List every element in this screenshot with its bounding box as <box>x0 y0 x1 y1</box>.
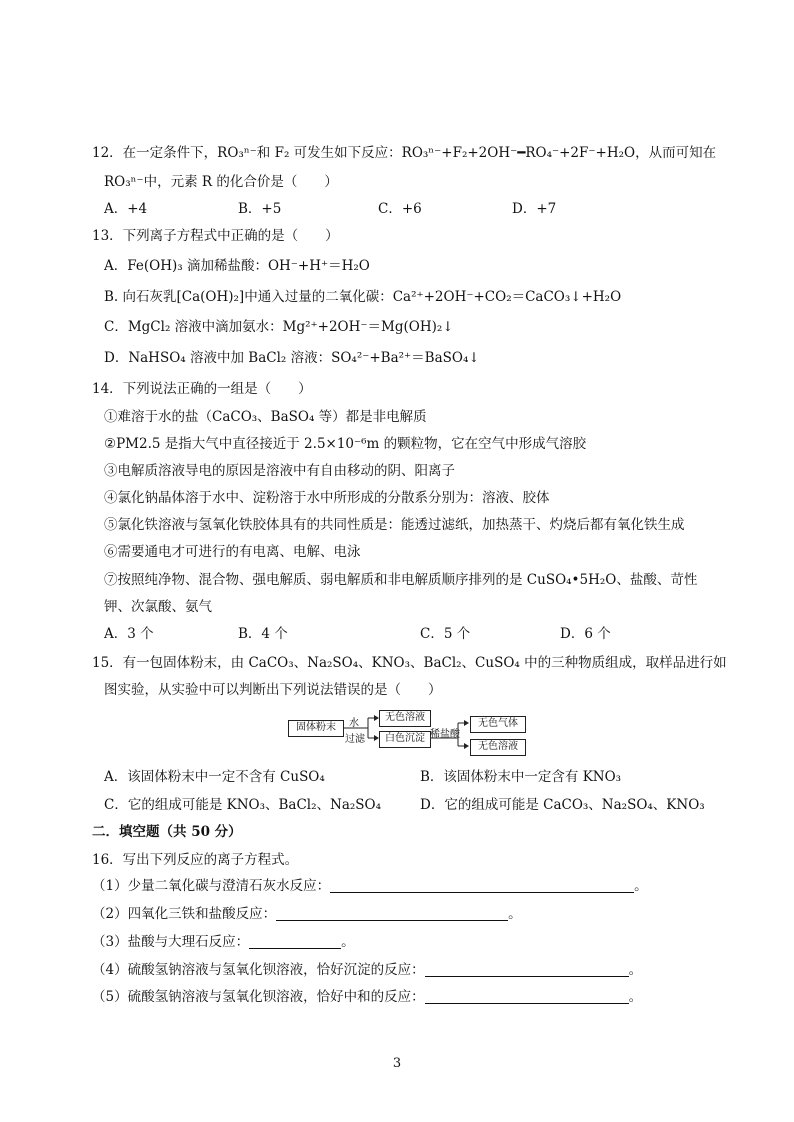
q12-option-c: C．+6 <box>378 201 422 217</box>
q16-item-1-label: （1）少量二氧化碳与澄清石灰水反应： <box>92 878 331 894</box>
q13-option-c: C．MgCl₂ 溶液中滴加氨水：Mg²⁺+2OH⁻＝Mg(OH)₂↓ <box>104 319 454 335</box>
q14-item-2: ②PM2.5 是指大气中直径接近于 2.5×10⁻⁶m 的颗粒物，它在空气中形成气溶胶 <box>104 436 587 452</box>
q16-item-2-label: （2）四氧化三铁和盐酸反应： <box>92 906 277 922</box>
q14-item-4: ④氯化钠晶体溶于水中、淀粉溶于水中所形成的分散系分别为：溶液、胶体 <box>104 490 550 506</box>
answer-blank-5[interactable] <box>425 989 629 1004</box>
label-dilute-hcl: 稀盐酸 <box>430 729 460 740</box>
experiment-flow-diagram <box>288 708 528 758</box>
q14-item-5: ⑤氯化铁溶液与氢氧化铁胶体具有的共同性质是：能透过滤纸，加热蒸干、灼烧后都有氧化铁生成 <box>104 517 685 533</box>
q16-item-5 <box>92 988 642 1006</box>
q16-item-3-end: 。 <box>341 934 355 950</box>
box-solid-powder: 固体粉末 <box>288 720 344 737</box>
q12-option-d: D．+7 <box>512 201 557 217</box>
q14-stem: 14．下列说法正确的一组是（ ） <box>92 381 312 397</box>
q14-item-3: ③电解质溶液导电的原因是溶液中有自由移动的阴、阳离子 <box>104 463 455 479</box>
q16-item-1-end: 。 <box>634 878 648 894</box>
q15-option-d: D．它的组成可能是 CaCO₃、Na₂SO₄、KNO₃ <box>420 797 705 813</box>
q16-item-4-label: （4）硫酸氢钠溶液与氢氧化钡溶液，恰好沉淀的反应： <box>92 962 425 978</box>
q16-stem: 16．写出下列反应的离子方程式。 <box>92 852 299 868</box>
box-colorless-gas: 无色气体 <box>470 716 526 733</box>
answer-blank-1[interactable] <box>330 878 634 893</box>
q16-item-5-label: （5）硫酸氢钠溶液与氢氧化钡溶液，恰好中和的反应： <box>92 989 425 1005</box>
q16-item-2 <box>92 905 522 923</box>
q13-option-d: D．NaHSO₄ 溶液中加 BaCl₂ 溶液：SO₄²⁻+Ba²⁺＝BaSO₄↓ <box>104 350 480 366</box>
q14-option-c: C．5 个 <box>420 626 471 642</box>
label-water: 水 <box>349 718 359 729</box>
box-colorless-solution-2: 无色溶液 <box>470 739 526 756</box>
q13-option-a: A．Fe(OH)₃ 滴加稀盐酸：OH⁻+H⁺＝H₂O <box>104 258 370 274</box>
q13-stem: 13．下列离子方程式中正确的是（ ） <box>92 228 339 244</box>
q15-line1: 15．有一包固体粉末，由 CaCO₃、Na₂SO₄、KNO₃、BaCl₂、CuSO₄ 中的三种物质组成，取样品进行如 <box>92 655 727 671</box>
q16-item-3-label: （3）盐酸与大理石反应： <box>92 934 250 950</box>
q15-option-a: A．该固体粉末中一定不含有 CuSO₄ <box>104 769 325 785</box>
q12-option-a: A．+4 <box>104 201 148 217</box>
q15-line2: 图实验，从实验中可以判断出下列说法错误的是（ ） <box>104 682 442 698</box>
q16-item-4-end: 。 <box>628 962 643 978</box>
answer-blank-4[interactable] <box>425 962 629 977</box>
q14-option-d: D．6 个 <box>560 626 611 642</box>
q14-option-b: B．4 个 <box>238 626 288 642</box>
q14-option-a: A．3 个 <box>104 626 154 642</box>
q15-option-c: C．它的组成可能是 KNO₃、BaCl₂、Na₂SO₄ <box>104 797 382 813</box>
q14-item-7-cont: 钾、次氯酸、氨气 <box>104 599 212 615</box>
q12-line1: 12．在一定条件下，RO₃ⁿ⁻和 F₂ 可发生如下反应：RO₃ⁿ⁻+F₂+2OH⁻━RO₄⁻+2F⁻+H₂O，从而可知在 <box>92 145 717 161</box>
q14-item-1: ①难溶于水的盐（CaCO₃、BaSO₄ 等）都是非电解质 <box>104 409 427 425</box>
label-filter: 过滤 <box>345 734 365 745</box>
q16-item-2-end: 。 <box>508 906 522 922</box>
q16-item-1 <box>92 877 648 895</box>
box-colorless-solution-1: 无色溶液 <box>379 710 431 727</box>
q13-option-b: B. 向石灰乳[Ca(OH)₂]中通入过量的二氧化碳：Ca²⁺+2OH⁻+CO₂＝CaCO₃↓+H₂O <box>104 289 622 305</box>
q12-line2: RO₃ⁿ⁻中，元素 R 的化合价是（ ） <box>104 174 338 190</box>
q15-option-b: B．该固体粉末中一定含有 KNO₃ <box>420 769 622 785</box>
answer-blank-3[interactable] <box>249 934 341 949</box>
q16-item-3 <box>92 933 355 951</box>
q12-option-b: B．+5 <box>238 201 282 217</box>
q16-item-4 <box>92 961 642 979</box>
section-title: 二．填空题（共 50 分） <box>92 824 242 840</box>
page-number: 3 <box>392 1056 402 1071</box>
q14-item-6: ⑥需要通电才可进行的有电离、电解、电泳 <box>104 544 361 560</box>
q14-item-7: ⑦按照纯净物、混合物、强电解质、弱电解质和非电解质顺序排列的是 CuSO₄•5H₂O、盐酸、苛性 <box>104 572 698 588</box>
box-white-precipitate: 白色沉淀 <box>379 731 431 748</box>
q16-item-5-end: 。 <box>628 989 643 1005</box>
answer-blank-2[interactable] <box>276 906 508 921</box>
